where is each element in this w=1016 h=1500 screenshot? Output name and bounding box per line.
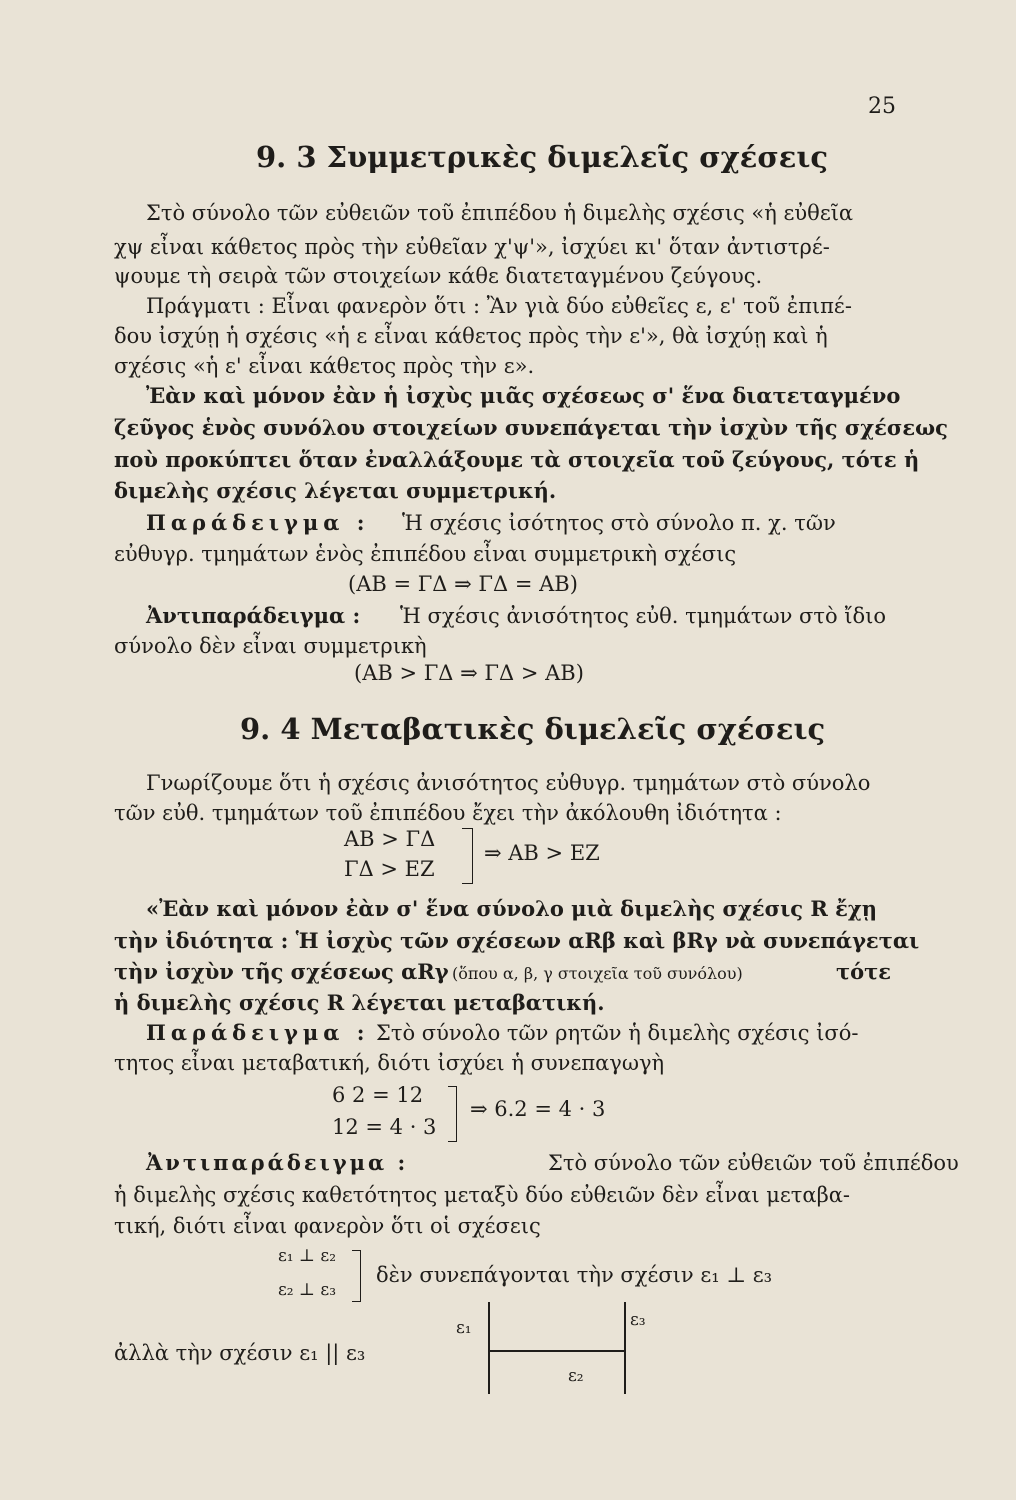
section-heading-9-3: 9. 3 Συμμετρικὲς διμελεῖς σχέσεις bbox=[256, 140, 829, 174]
equation-line: 12 = 4 · 3 bbox=[332, 1115, 437, 1139]
paragraph-line: ἡ διμελὴς σχέσις καθετότητος μεταξὺ δύο εὐθειῶν δὲν εἶναι μεταβα- bbox=[114, 1183, 851, 1207]
definition-line: τὴν ἰσχὺν τῆς σχέσεως αRγ bbox=[114, 959, 449, 984]
definition-note: (ὅπου α, β, γ στοιχεῖα τοῦ συνόλου) bbox=[452, 964, 743, 983]
perpendicular-relation: ε₁ ⊥ ε₂ bbox=[278, 1246, 337, 1266]
paragraph-line: τῶν εὐθ. τμημάτων τοῦ ἐπιπέδου ἔχει τὴν ἀκόλουθη ἰδιότητα : bbox=[114, 801, 782, 825]
inequality-line: ΓΔ > ΕΖ bbox=[344, 857, 435, 881]
definition-line: ζεῦγος ἑνὸς συνόλου στοιχείων συνεπάγεται τὴν ἰσχὺν τῆς σχέσεως bbox=[114, 415, 948, 440]
definition-line: τὴν ἰδιότητα : Ἡ ἰσχὺς τῶν σχέσεων αRβ καὶ βRγ νὰ συνεπάγεται bbox=[114, 928, 920, 953]
paragraph-line: τητος εἶναι μεταβατική, διότι ἰσχύει ἡ συνεπαγωγὴ bbox=[114, 1051, 665, 1075]
page-number: 25 bbox=[868, 94, 896, 119]
paragraph-line: εὐθυγρ. τμημάτων ἑνὸς ἐπιπέδου εἶναι συμμετρικὴ σχέσις bbox=[114, 542, 737, 566]
label-e1: ε₁ bbox=[456, 1318, 472, 1338]
formula: (ΑΒ = ΓΔ ⇒ ΓΔ = ΑΒ) bbox=[348, 572, 578, 596]
label-e2: ε₂ bbox=[568, 1366, 584, 1386]
equation-line: 6 2 = 12 bbox=[332, 1083, 424, 1107]
definition-line: διμελὴς σχέσις λέγεται συμμετρική. bbox=[114, 478, 557, 503]
paragraph-line: τική, διότι εἶναι φανερὸν ὅτι οἱ σχέσεις bbox=[114, 1214, 541, 1238]
example-text: Στὸ σύνολο τῶν ρητῶν ἡ διμελὴς σχέσις ἰσό- bbox=[376, 1021, 859, 1045]
label-e3: ε₃ bbox=[630, 1310, 646, 1330]
perpendicular-relation: ε₂ ⊥ ε₃ bbox=[278, 1280, 337, 1300]
example-label: Παράδειγμα : bbox=[146, 510, 370, 535]
definition-tote: τότε bbox=[836, 959, 892, 984]
paragraph-line: σχέσις «ἡ ε' εἶναι κάθετος πρὸς τὴν ε». bbox=[114, 354, 535, 378]
paragraph-line: Στὸ σύνολο τῶν εὐθειῶν τοῦ ἐπιπέδου ἡ διμελὴς σχέσις «ἡ εὐθεῖα bbox=[146, 201, 854, 225]
bracket bbox=[352, 1250, 361, 1302]
definition-line: Ἐὰν καὶ μόνον ἐὰν ἡ ἰσχὺς μιᾶς σχέσεως σ' ἕνα διατεταγμένο bbox=[146, 383, 901, 408]
formula: (ΑΒ > ΓΔ ⇒ ΓΔ > ΑΒ) bbox=[354, 661, 584, 685]
bracket bbox=[448, 1086, 457, 1142]
paragraph-line: ψουμε τὴ σειρὰ τῶν στοιχείων κάθε διατεταγμένου ζεύγους. bbox=[114, 264, 763, 288]
paragraph-line: Πράγματι : Εἶναι φανερὸν ὅτι : Ἂν γιὰ δύο εὐθεῖες ε, ε' τοῦ ἐπιπέ- bbox=[146, 294, 852, 318]
bracket bbox=[462, 828, 473, 884]
perpendicular-result: δὲν συνεπάγονται τὴν σχέσιν ε₁ ⊥ ε₃ bbox=[376, 1263, 773, 1287]
counterexample-text: Στὸ σύνολο τῶν εὐθειῶν τοῦ ἐπιπέδου bbox=[548, 1151, 959, 1175]
counterexample-label: Ἀντιπαράδειγμα : bbox=[146, 603, 361, 628]
definition-line: ἡ διμελὴς σχέσις R λέγεται μεταβατική. bbox=[114, 990, 605, 1015]
definition-line: ποὺ προκύπτει ὅταν ἐναλλάξουμε τὰ στοιχεῖα τοῦ ζεύγους, τότε ἡ bbox=[114, 447, 920, 472]
line-e3 bbox=[624, 1302, 626, 1394]
example-text: Ἡ σχέσις ἰσότητος στὸ σύνολο π. χ. τῶν bbox=[402, 511, 836, 535]
line-e1 bbox=[488, 1302, 490, 1394]
inequality-result: ⇒ ΑΒ > ΕΖ bbox=[484, 841, 600, 865]
definition-line: «Ἐὰν καὶ μόνον ἐὰν σ' ἕνα σύνολο μιὰ διμελὴς σχέσις R ἔχῃ bbox=[146, 896, 877, 921]
paragraph-line: δου ἰσχύῃ ἡ σχέσις «ἡ ε εἶναι κάθετος πρὸς τὴν ε'», θὰ ἰσχύῃ καὶ ἡ bbox=[114, 324, 828, 348]
paragraph-line: σύνολο δὲν εἶναι συμμετρικὴ bbox=[114, 634, 427, 658]
example-label: Παράδειγμα : bbox=[146, 1020, 370, 1045]
equation-result: ⇒ 6.2 = 4 · 3 bbox=[470, 1097, 606, 1121]
paragraph-line: Γνωρίζουμε ὅτι ἡ σχέσις ἀνισότητος εὐθυγρ. τμημάτων στὸ σύνολο bbox=[146, 771, 871, 795]
section-heading-9-4: 9. 4 Μεταβατικὲς διμελεῖς σχέσεις bbox=[240, 712, 826, 746]
parallel-relation: ἀλλὰ τὴν σχέσιν ε₁ || ε₃ bbox=[114, 1341, 366, 1365]
counterexample-text: Ἡ σχέσις ἀνισότητος εὐθ. τμημάτων στὸ ἴδιο bbox=[400, 604, 887, 628]
counterexample-label: Ἀντιπαράδειγμα : bbox=[146, 1150, 409, 1175]
line-e2 bbox=[488, 1350, 626, 1352]
inequality-line: ΑΒ > ΓΔ bbox=[344, 827, 436, 851]
paragraph-line: χψ εἶναι κάθετος πρὸς τὴν εὐθεῖαν χ'ψ'», ἰσχύει κι' ὅταν ἀντιστρέ- bbox=[114, 235, 830, 259]
